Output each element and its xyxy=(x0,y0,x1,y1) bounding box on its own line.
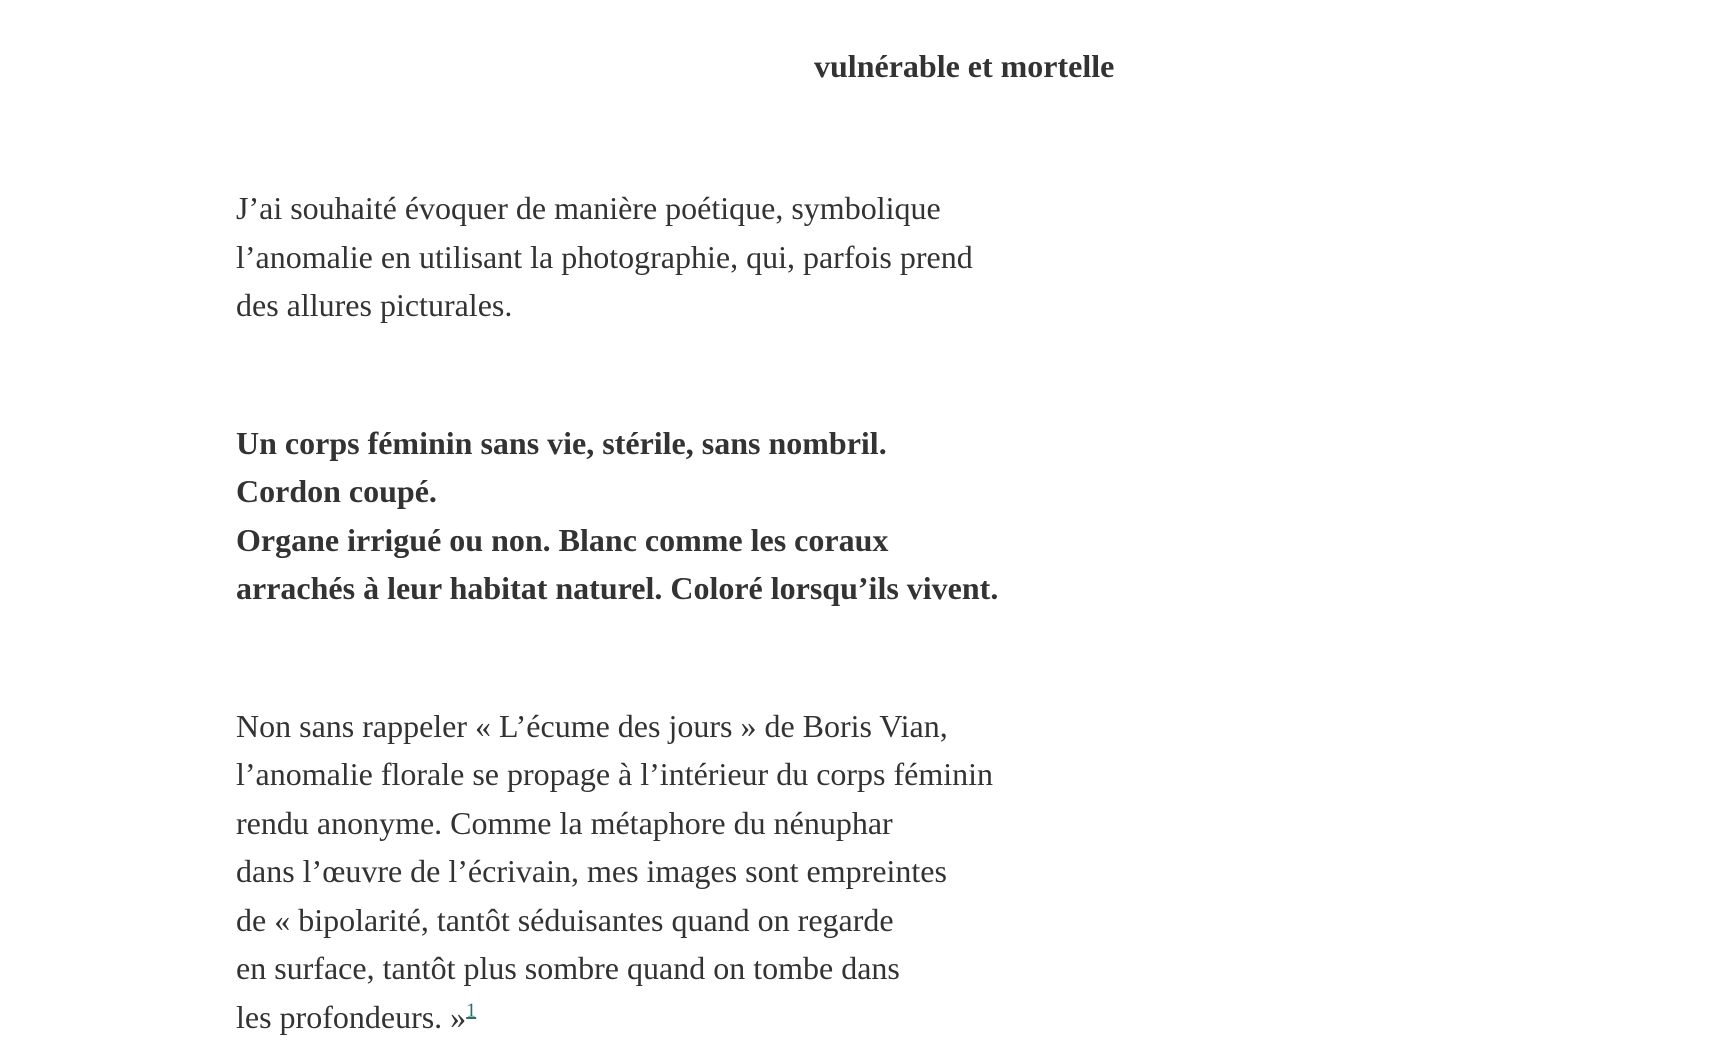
text-line: de « bipolarité, tantôt séduisantes quand on regarde xyxy=(236,901,894,938)
article-body xyxy=(236,184,1216,1041)
heading-text: vulnérable et mortelle xyxy=(814,48,1115,84)
text-line: Cordon coupé. xyxy=(236,473,437,509)
text-line: des allures picturales. xyxy=(236,287,513,323)
text-line-last xyxy=(236,993,1216,1042)
footnote-link[interactable]: 1 xyxy=(466,998,477,1021)
text-line: l’anomalie en utilisant la photographie, qui, parfois prend xyxy=(236,238,973,275)
text-line: J’ai souhaité évoquer de manière poétique, symbolique xyxy=(236,190,941,226)
text-line: en surface, tantôt plus sombre quand on tombe dans xyxy=(236,950,900,986)
text-line: rendu anonyme. Comme la métaphore du nénuphar xyxy=(236,804,893,841)
text-line: dans l’œuvre de l’écrivain, mes images sont empreintes xyxy=(236,853,947,889)
text-line: l’anomalie florale se propage à l’intérieur du corps féminin xyxy=(236,756,994,792)
text-line: Organe irrigué ou non. Blanc comme les coraux xyxy=(236,521,889,558)
paragraph-bold xyxy=(236,419,1216,613)
text-line: Un corps féminin sans vie, stérile, sans nombril. xyxy=(236,424,887,461)
text-line: Non sans rappeler « L’écume des jours » de Boris Vian, xyxy=(236,707,948,744)
text-line-last-content: les profondeurs. » xyxy=(236,998,467,1035)
text-line: arrachés à leur habitat naturel. Coloré lorsqu’ils vivent. xyxy=(236,570,999,606)
paragraph-vian xyxy=(236,702,1216,1042)
paragraph-intro xyxy=(236,184,1216,330)
